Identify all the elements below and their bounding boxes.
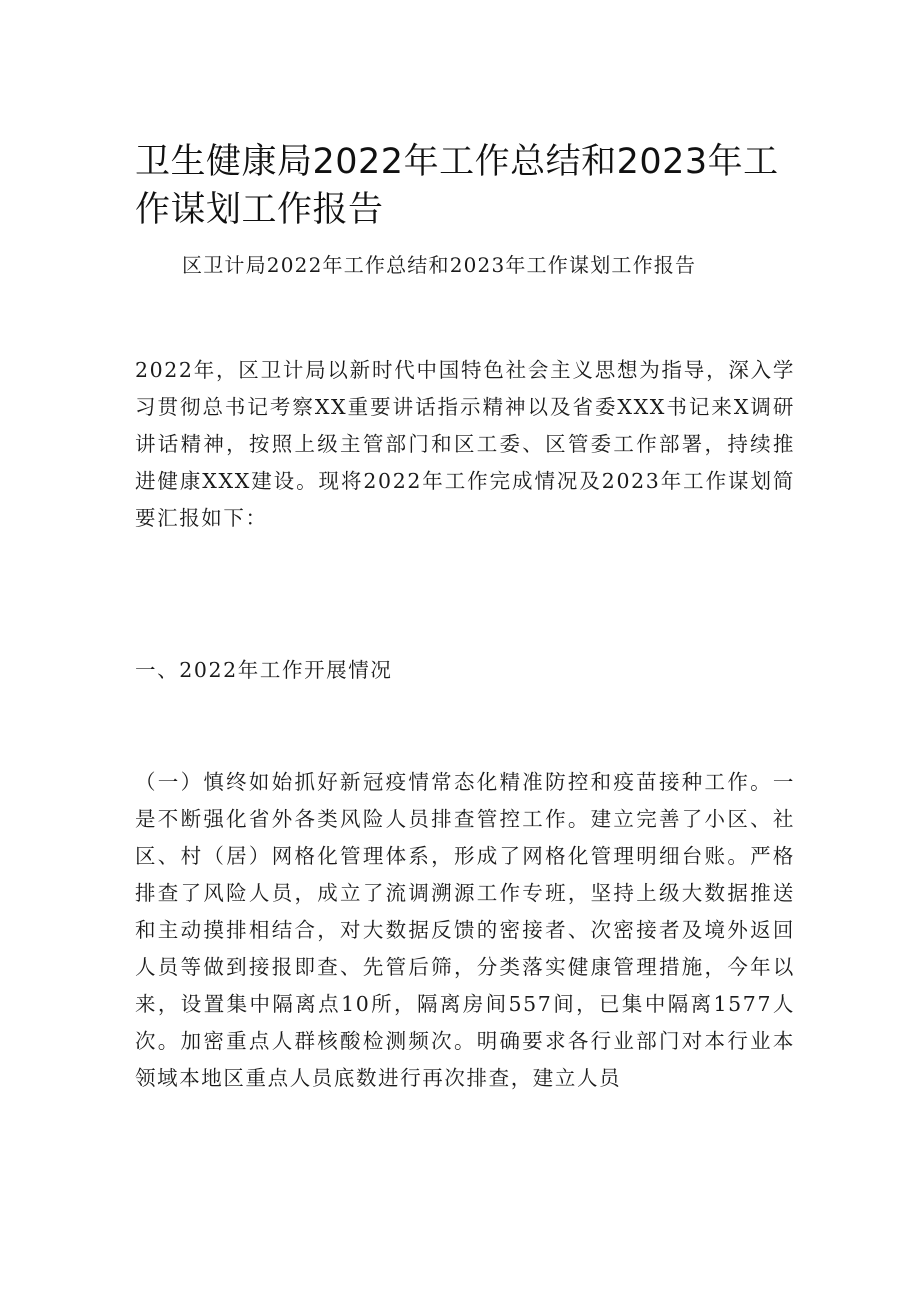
section-heading: 一、2022年工作开展情况 [135, 658, 393, 682]
document-title: 卫生健康局2022年工作总结和2023年工作谋划工作报告 [135, 142, 779, 230]
section-body-paragraph: （一）慎终如始抓好新冠疫情常态化精准防控和疫苗接种工作。一是不断强化省外各类风险人员排查管控工作。建立完善了小区、社区、村（居）网格化管理体系，形成了网格化管理明细台账。严格排查了风险人员，成立了流调溯源工作专班，坚持上级大数据推送和主动摸排相结合，对大数据反馈的密接者、次密接者及境外返回人员等做到接报即查、先管后筛，分类落实健康管理措施，今年以来，设置集中隔离点10所，隔离房间557间，已集中隔离1577人次。加密重点人群核酸检测频次。明确要求各行业部门对本行业本领域本地区重点人员底数进行再次排查，建立人员 [135, 770, 795, 1090]
intro-paragraph: 2022年，区卫计局以新时代中国特色社会主义思想为指导，深入学习贯彻总书记考察XX重要讲话指示精神以及省委XXX书记来X调研讲话精神，按照上级主管部门和区工委、区管委工作部署，持续推进健康XXX建设。现将2022年工作完成情况及2023年工作谋划简要汇报如下： [135, 358, 795, 530]
document-subtitle: 区卫计局2022年工作总结和2023年工作谋划工作报告 [182, 253, 697, 277]
